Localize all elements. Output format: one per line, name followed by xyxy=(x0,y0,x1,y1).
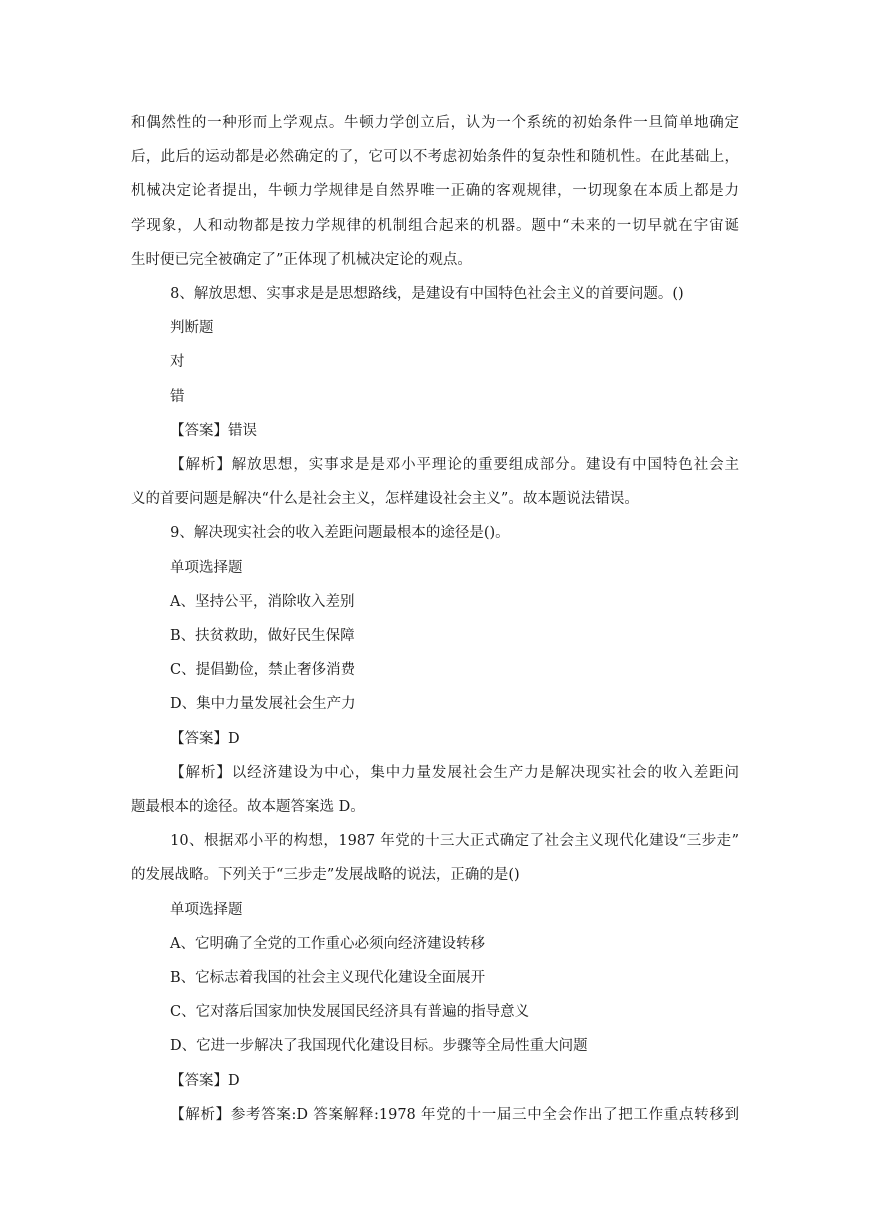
option-item: C、它对落后国家加快发展国民经济具有普遍的指导意义 xyxy=(170,1004,530,1021)
analysis-line: 义的首要问题是解决“什么是社会主义，怎样建设社会主义”。故本题说法错误。 xyxy=(131,491,639,508)
text-line: 机械决定论者提出，牛顿力学规律是自然界唯一正确的客观规律，一切现象在本质上都是力 xyxy=(131,183,739,200)
intro-paragraph xyxy=(131,106,739,277)
question-stem: 9、解决现实社会的收入差距问题最根本的途径是()。 xyxy=(170,525,510,542)
question-type: 单项选择题 xyxy=(170,901,243,918)
option-item: D、它进一步解决了我国现代化建设目标。步骤等全局性重大问题 xyxy=(170,1038,588,1055)
option-item: A、它明确了全党的工作重心必须向经济建设转移 xyxy=(170,935,485,952)
question-type: 单项选择题 xyxy=(170,559,243,576)
question-9 xyxy=(131,516,739,824)
question-stem: 8、解放思想、实事求是是思想路线，是建设有中国特色社会主义的首要问题。() xyxy=(170,286,684,303)
question-8 xyxy=(131,277,739,516)
answer-line: 【答案】D xyxy=(170,730,240,747)
question-10 xyxy=(131,824,739,1132)
question-stem: 的发展战略。下列关于“三步走”发展战略的说法，正确的是() xyxy=(131,867,520,884)
text-line: 和偶然性的一种形而上学观点。牛顿力学创立后，认为一个系统的初始条件一旦简单地确定 xyxy=(131,115,739,131)
option-item: C、提倡勤俭，禁止奢侈消费 xyxy=(170,662,356,679)
analysis-line: 【解析】参考答案:D 答案解释:1978 年党的十一届三中全会作出了把工作重点转移到 xyxy=(170,1106,739,1123)
question-type: 判断题 xyxy=(170,320,214,337)
analysis-line: 【解析】以经济建设为中心，集中力量发展社会生产力是解决现实社会的收入差距问 xyxy=(170,764,739,781)
text-line: 学现象，人和动物都是按力学规律的机制组合起来的机器。题中“未来的一切早就在宇宙诞 xyxy=(131,217,739,234)
text-line: 后，此后的运动都是必然确定的了，它可以不考虑初始条件的复杂性和随机性。在此基础上， xyxy=(131,149,739,166)
option-item: B、扶贫救助，做好民生保障 xyxy=(170,628,355,645)
question-stem: 10、根据邓小平的构想，1987 年党的十三大正式确定了社会主义现代化建设“三步走” xyxy=(170,833,739,850)
analysis-line: 题最根本的途径。故本题答案选 D。 xyxy=(131,799,365,816)
option-item: 对 xyxy=(170,354,185,371)
analysis-line: 【解析】解放思想，实事求是是邓小平理论的重要组成部分。建设有中国特色社会主 xyxy=(170,457,739,474)
document-body xyxy=(131,106,739,1132)
option-item: D、集中力量发展社会生产力 xyxy=(170,696,356,713)
option-item: 错 xyxy=(170,388,185,405)
text-line: 生时便已完全被确定了”正体现了机械决定论的观点。 xyxy=(131,251,472,268)
option-item: A、坚持公平，消除收入差别 xyxy=(170,593,355,610)
answer-line: 【答案】错误 xyxy=(170,422,257,439)
answer-line: 【答案】D xyxy=(170,1072,240,1089)
option-item: B、它标志着我国的社会主义现代化建设全面展开 xyxy=(170,970,486,987)
